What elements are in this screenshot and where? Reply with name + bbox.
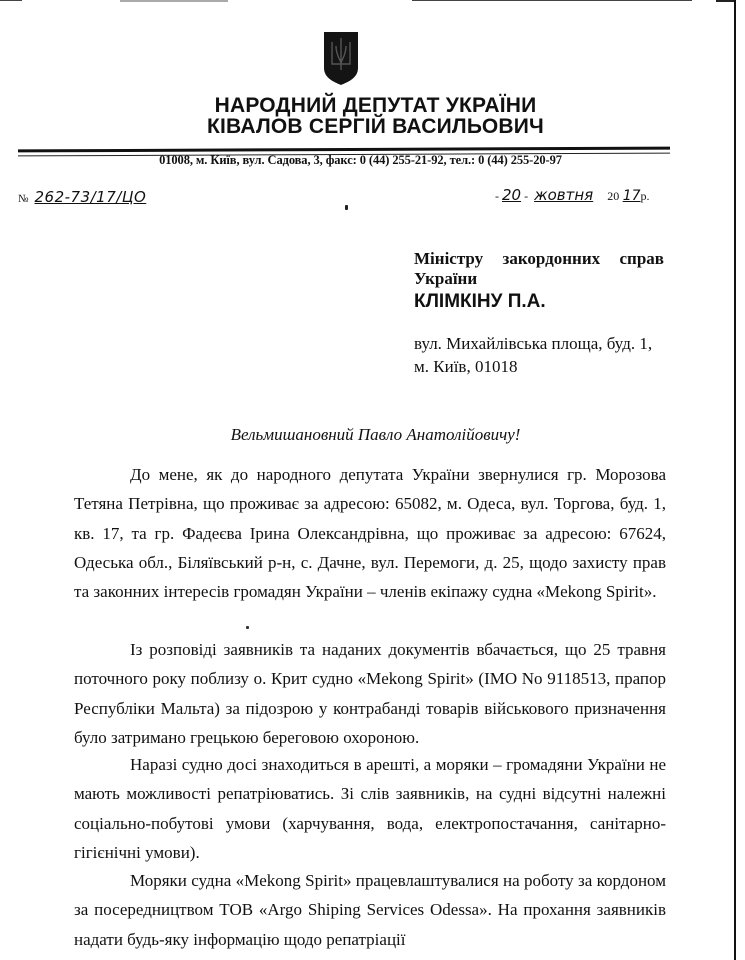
body-paragraph <box>74 750 666 867</box>
body-paragraph <box>74 866 666 954</box>
date-year-prefix: 20 <box>607 189 620 203</box>
date-month: жовтня <box>534 186 594 204</box>
page-right-border <box>734 0 736 960</box>
addressee-address <box>414 332 664 378</box>
addressee-country: України <box>414 269 478 288</box>
letterhead-contact-address: 01008, м. Київ, вул. Садова, 3, факс: 0 (44) 255-21-92, тел.: 0 (44) 255-20-97 <box>159 153 562 167</box>
paragraph-text: До мене, як до народного депутата України звернулися гр. Морозова Тетяна Петрівна, що проживає за адресою: 65082, м. Одеса, вул. Торгова, буд. 1, кв. 17, та гр. Фадеєва Ірина Олександрівна, що проживає за адресою: 67624, Одеська обл., Біляївський р-н, с. Дачне, вул. Перемоги, д. 25, щодо захисту прав та законних інтересів громадян України – членів екіпажу судна «Mekong Spirit». <box>74 465 666 602</box>
paragraph-text: Наразі судно досі знаходиться в арешті, а моряки – громадяни України не мають можливості репатріюватись. Зі слів заявників, на судні відсутні належні соціально-побутові умови (харчування, вода, електропостачання, санітарно-гігієнічні умови). <box>74 755 666 862</box>
date-year-suffix: 17 <box>622 188 641 204</box>
coat-of-arms-trident-icon <box>322 30 360 86</box>
addressee-name: КЛІМКІНУ П.А. <box>414 291 546 312</box>
scan-edge-mark <box>412 0 692 1</box>
scan-edge-mark <box>716 0 736 2</box>
addressee-word: Міністру <box>414 249 484 268</box>
addressee-word: закордонних <box>502 249 601 268</box>
addressee-block <box>414 249 664 378</box>
addressee-street: вул. Михайлівська площа, буд. 1, <box>414 334 653 353</box>
scan-speck <box>246 626 249 629</box>
salutation: Вельмишановний Павло Анатолійовичу! <box>230 425 521 444</box>
letterhead-name: КІВАЛОВ СЕРГІЙ ВАСИЛЬОВИЧ <box>206 115 545 138</box>
addressee-position <box>414 249 664 269</box>
letterhead-rule-thick <box>18 147 670 153</box>
paragraph-text: Із розповіді заявників та наданих документів вбачається, що 25 травня поточного року поблизу о. Крит судно «Mekong Spirit» (IMO No 9118513, прапор Республіки Мальта) за підозрою у контрабанді товарів військового призначення було затримано грецькою береговою охороною. <box>74 640 666 747</box>
date-dash: - <box>521 189 529 203</box>
date-day: 20 <box>502 186 522 204</box>
body-paragraph <box>74 635 666 752</box>
date-year-label: р. <box>640 189 650 203</box>
scan-speck <box>345 205 348 210</box>
number-symbol: № <box>18 193 29 205</box>
addressee-city: м. Київ, 01018 <box>414 357 518 376</box>
scan-edge-mark <box>0 0 22 1</box>
reference-number <box>18 188 146 207</box>
paragraph-text: Моряки судна «Mekong Spirit» працевлаштувалися на роботу за кордоном за посередництвом ТОВ «Argo Shiping Services Odessa». На прохання заявників надати будь-яку інформацію щодо репатріації <box>74 871 666 949</box>
scan-edge-mark <box>120 0 228 2</box>
reference-number-value: 262-73/17/ЦО <box>34 188 147 206</box>
letter-date <box>495 186 650 205</box>
date-dash: - <box>495 189 502 203</box>
addressee-word: справ <box>619 249 664 268</box>
body-paragraph <box>74 460 666 606</box>
letterhead-title: НАРОДНИЙ ДЕПУТАТ УКРАЇНИ <box>214 94 537 117</box>
